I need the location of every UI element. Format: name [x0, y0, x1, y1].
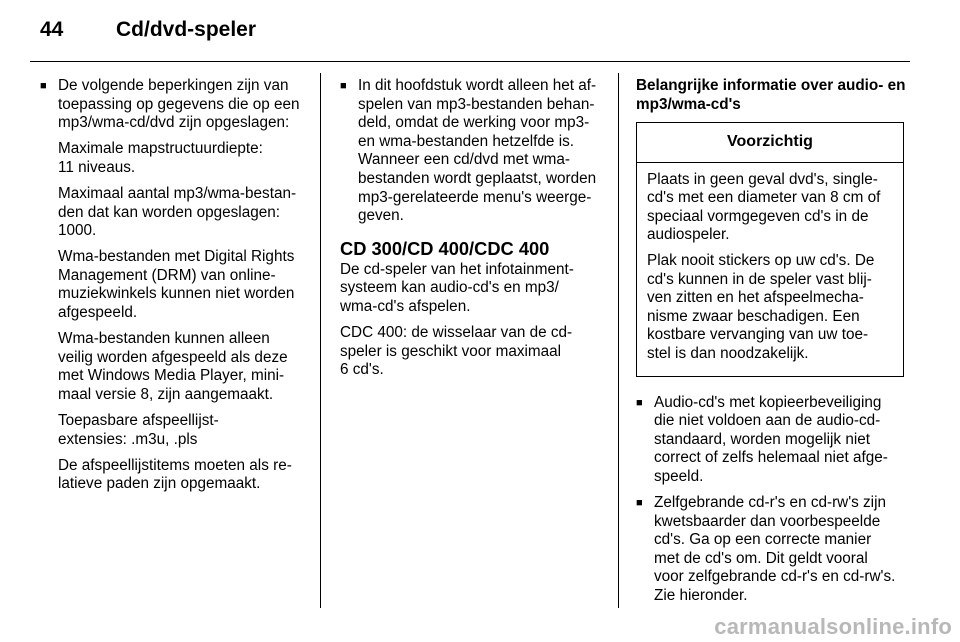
text-line: Zelfgebrande cd-r's en cd-rw's zijn: [654, 494, 886, 512]
paragraph: [40, 185, 308, 241]
text-line: Plaats in geen geval dvd's, single-: [647, 170, 878, 188]
text-line: extensies: .m3u, .pls: [58, 430, 198, 448]
text-line: Wanneer een cd/dvd met wma-: [358, 151, 570, 169]
text-line: Belangrijke informatie over audio- en: [636, 77, 906, 94]
paragraph: [40, 330, 308, 404]
caution-body: [637, 163, 903, 376]
text-line: deld, omdat de werking voor mp3-: [358, 114, 590, 132]
column-2: [340, 77, 608, 387]
text-line: toepassing op gegevens die op een: [58, 95, 300, 113]
text-line: stel is dan noodzakelijk.: [647, 345, 809, 363]
text-line: mp3/wma-cd's: [636, 95, 741, 113]
text-line: muziekwinkels kunnen niet worden: [58, 285, 295, 303]
text-line: systeem kan audio-cd's en mp3/: [340, 279, 559, 297]
text-line: Wma-bestanden kunnen alleen: [58, 330, 270, 348]
column-divider-1: [320, 73, 321, 608]
page-number: 44: [40, 18, 64, 41]
bullet-square-icon: ■: [340, 80, 347, 92]
text-line: cd's met een diameter van 8 cm of: [647, 189, 881, 207]
header-rule: [30, 61, 910, 62]
column-divider-2: [618, 73, 619, 608]
text-line: latieve paden zijn opgemaakt.: [58, 475, 261, 493]
text-line: ven zitten en het afspeelmecha-: [647, 289, 864, 307]
text-line: mp3/wma-cd/dvd zijn opgeslagen:: [58, 114, 290, 132]
section-heading: CD 300/CD 400/CDC 400: [340, 237, 550, 259]
text-line: Audio-cd's met kopieerbeveiliging: [654, 393, 882, 411]
bullet-square-icon: ■: [636, 497, 643, 510]
text-line: 11 niveaus.: [58, 158, 136, 176]
text-line: met de cd's om. Dit geldt vooral: [654, 549, 868, 567]
text-line: Toepasbare afspeellijst-: [58, 412, 219, 429]
text-line: den dat kan worden opgeslagen:: [58, 203, 280, 221]
text-line: veilig worden afgespeeld als deze: [58, 348, 288, 366]
paragraph: [340, 261, 608, 317]
caution-box: [636, 122, 904, 377]
text-line: geven.: [358, 207, 404, 225]
text-line: Management (DRM) van online-: [58, 266, 276, 284]
text-line: en wma-bestanden hetzelfde is.: [358, 132, 574, 150]
text-line: 6 cd's.: [340, 361, 384, 379]
text-line: standaard, worden mogelijk niet: [654, 430, 870, 448]
text-line: mp3-gerelateerde menu's weerge-: [358, 188, 592, 206]
bullet-item: [340, 77, 608, 226]
bullet-item: [40, 77, 308, 133]
text-line: afgespeeld.: [58, 304, 138, 322]
page-title: Cd/dvd-speler: [116, 18, 257, 41]
watermark: carmanualsonline.info: [714, 614, 952, 639]
paragraph: [40, 140, 308, 177]
paragraph: [40, 457, 308, 494]
bullet-item: [636, 394, 904, 487]
text-line: wma-cd's afspelen.: [340, 297, 471, 315]
text-line: cd's kunnen in de speler vast blij-: [647, 270, 872, 288]
subsection-heading: [636, 77, 904, 114]
text-line: cd's. Ga op een correcte manier: [654, 531, 872, 549]
text-line: kwetsbaarder dan voorbespeelde: [654, 512, 881, 530]
paragraph: [40, 248, 308, 322]
paragraph: [40, 412, 308, 449]
text-line: De volgende beperkingen zijn van: [58, 77, 289, 94]
text-line: audiospeler.: [647, 226, 730, 244]
bullet-square-icon: ■: [40, 80, 47, 92]
bullet-item: [636, 494, 904, 606]
text-line: CDC 400: de wisselaar van de cd-: [340, 324, 573, 342]
text-line: Maximaal aantal mp3/wma-bestan-: [58, 184, 297, 202]
text-line: Wma-bestanden met Digital Rights: [58, 248, 295, 266]
column-3: [636, 77, 904, 613]
text-line: correct of zelfs helemaal niet afge-: [654, 449, 888, 467]
text-line: nisme zwaar beschadigen. Een: [647, 307, 860, 325]
bullet-square-icon: ■: [636, 396, 643, 409]
text-line: Zie hieronder.: [654, 587, 748, 605]
text-line: De afspeellijstitems moeten als re-: [58, 456, 292, 474]
text-line: Maximale mapstructuurdiepte:: [58, 140, 263, 158]
paragraph: [647, 171, 895, 245]
text-line: bestanden wordt geplaatst, worden: [358, 169, 597, 187]
text-line: 1000.: [58, 222, 97, 240]
text-line: spelen van mp3-bestanden behan-: [358, 95, 595, 113]
text-line: met Windows Media Player, mini-: [58, 367, 285, 385]
column-1: [40, 77, 308, 501]
text-line: speciaal vormgegeven cd's in de: [647, 207, 869, 225]
text-line: Plak nooit stickers op uw cd's. De: [647, 252, 875, 270]
text-line: speler is geschikt voor maximaal: [340, 342, 562, 360]
text-line: speeld.: [654, 468, 704, 485]
paragraph: [340, 324, 608, 380]
paragraph: [647, 252, 895, 364]
text-line: De cd-speler van het infotainment-: [340, 260, 574, 278]
text-line: maal versie 8, zijn aangemaakt.: [58, 385, 274, 403]
caution-title: Voorzichtig: [637, 123, 903, 163]
text-line: In dit hoofdstuk wordt alleen het af-: [358, 77, 597, 94]
text-line: voor zelfgebrande cd-r's en cd-rw's.: [654, 568, 896, 586]
text-line: kostbare vervanging van uw toe-: [647, 326, 869, 344]
text-line: die niet voldoen aan de audio-cd-: [654, 412, 881, 430]
